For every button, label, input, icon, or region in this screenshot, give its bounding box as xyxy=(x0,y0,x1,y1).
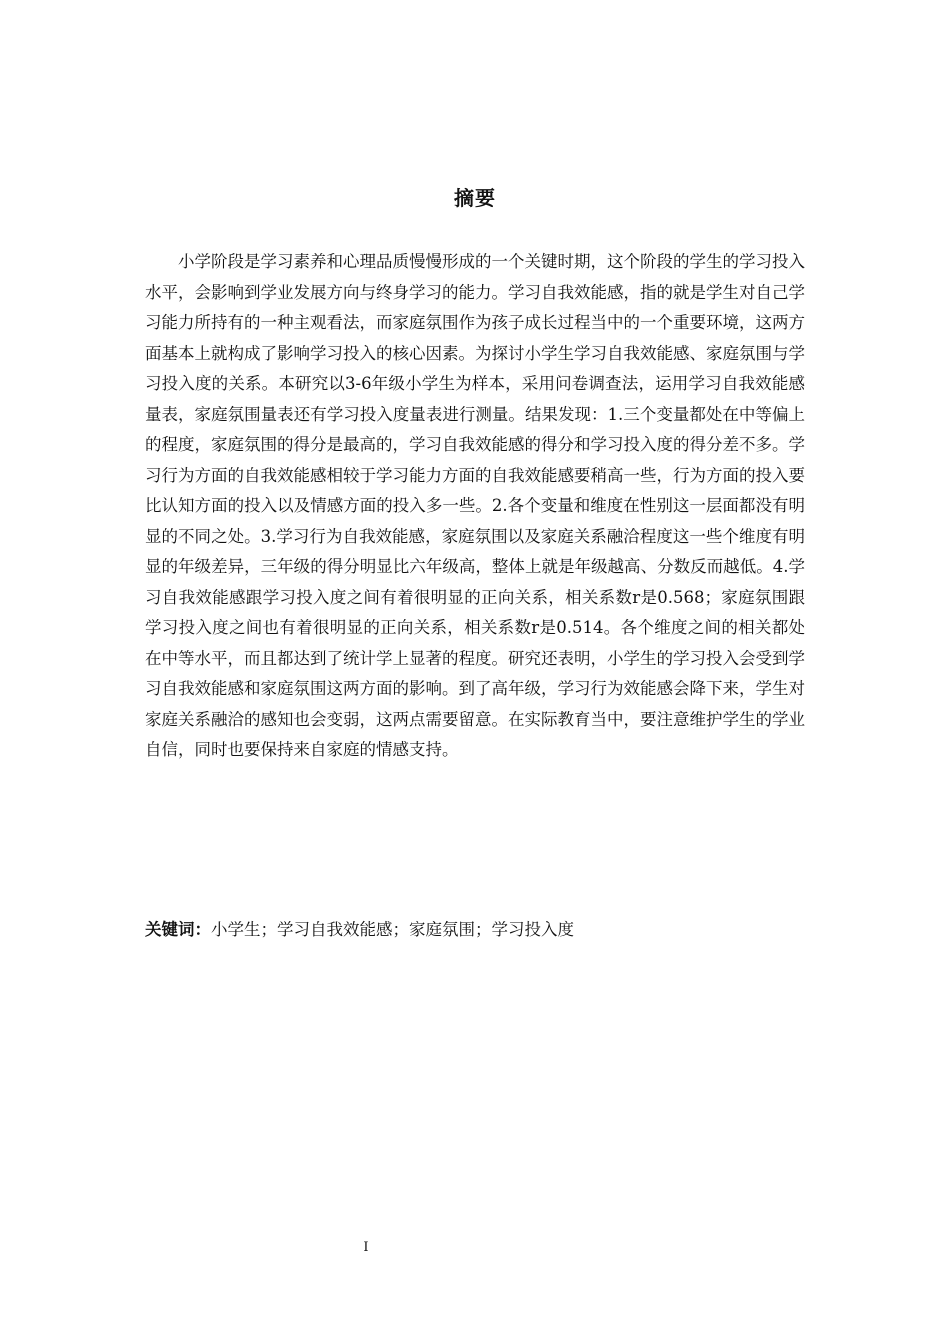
keywords-label: 关键词： xyxy=(145,920,211,939)
abstract-paragraph: 小学阶段是学习素养和心理品质慢慢形成的一个关键时期，这个阶段的学生的学习投入水平，会影响到学业发展方向与终身学习的能力。学习自我效能感，指的就是学生对自己学习能力所持有的一种主观看法，而家庭氛围作为孩子成长过程当中的一个重要环境，这两方面基本上就构成了影响学习投入的核心因素。为探讨小学生学习自我效能感、家庭氛围与学习投入度的关系。本研究以3-6年级小学生为样本，采用问卷调查法，运用学习自我效能感量表，家庭氛围量表还有学习投入度量表进行测量。结果发现：1.三个变量都处在中等偏上的程度，家庭氛围的得分是最高的，学习自我效能感的得分和学习投入度的得分差不多。学习行为方面的自我效能感相较于学习能力方面的自我效能感要稍高一些，行为方面的投入要比认知方面的投入以及情感方面的投入多一些。2.各个变量和维度在性别这一层面都没有明显的不同之处。3.学习行为自我效能感，家庭氛围以及家庭关系融洽程度这一些个维度有明显的年级差异，三年级的得分明显比六年级高，整体上就是年级越高、分数反而越低。4.学习自我效能感跟学习投入度之间有着很明显的正向关系，相关系数r是0.568；家庭氛围跟学习投入度之间也有着很明显的正向关系，相关系数r是0.514。各个维度之间的相关都处在中等水平，而且都达到了统计学上显著的程度。研究还表明，小学生的学习投入会受到学习自我效能感和家庭氛围这两方面的影响。到了高年级，学习行为效能感会降下来，学生对家庭关系融洽的感知也会变弱，这两点需要留意。在实际教育当中，要注意维护学生的学业自信，同时也要保持来自家庭的情感支持。 xyxy=(145,252,805,759)
page-number: I xyxy=(363,1240,369,1255)
page-title: 摘要 xyxy=(454,186,496,210)
keywords-line xyxy=(145,915,805,945)
keywords-text: 小学生；学习自我效能感；家庭氛围；学习投入度 xyxy=(211,920,574,939)
